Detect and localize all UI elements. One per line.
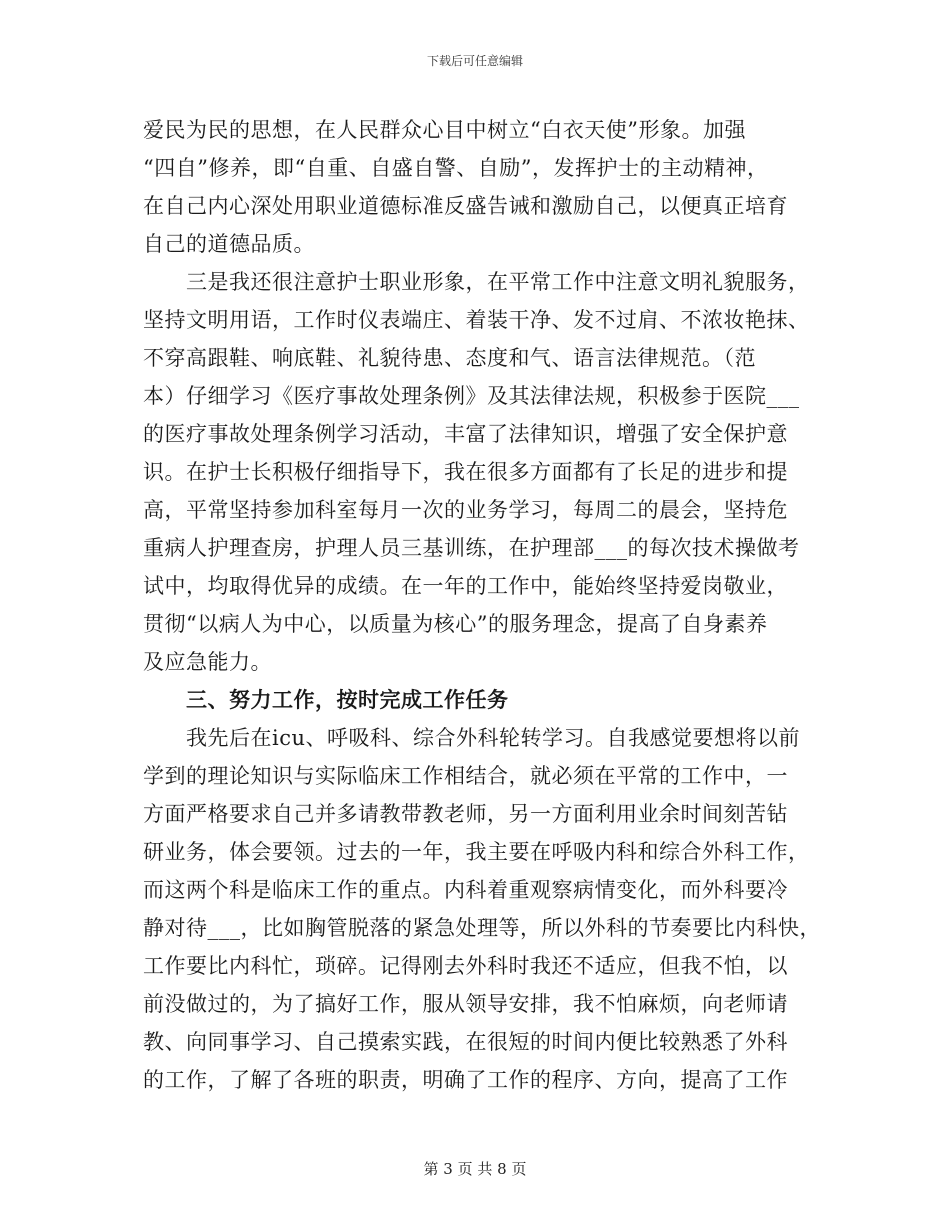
text-line: “四自”修养，即“自重、自盛自警、自励”，发挥护士的主动精神， — [143, 156, 769, 180]
text-line: 贯彻“以病人为中心，以质量为核心”的服务理念，提高了自身素养 — [143, 612, 768, 636]
text-line: 高，平常坚持参加科室每月一次的业务学习，每周二的晨会，坚持危 — [143, 498, 788, 522]
text-line: 的工作，了解了各班的职责，明确了工作的程序、方向，提高了工作 — [143, 1068, 788, 1092]
text-line: 不穿高跟鞋、响底鞋、礼貌待患、态度和气、语言法律规范。（范 — [143, 346, 756, 370]
page-footer: 第 3 页 共 8 页 — [423, 1160, 527, 1178]
page-header: 下载后可任意编辑 — [426, 54, 523, 68]
text-line: 前没做过的，为了搞好工作，服从领导安排，我不怕麻烦，向老师请 — [143, 992, 788, 1016]
text-line: 自己的道德品质。 — [143, 232, 315, 256]
text-line: 工作要比内科忙，琐碎。记得刚去外科时我还不适应，但我不怕，以 — [143, 954, 788, 978]
text-line: 教、向同事学习、自己摸索实践，在很短的时间内便比较熟悉了外科 — [143, 1030, 788, 1054]
text-line: 试中，均取得优异的成绩。在一年的工作中，能始终坚持爱岗敬业， — [143, 574, 788, 598]
text-line: 及应急能力。 — [143, 650, 272, 674]
text-line: 研业务，体会要领。过去的一年，我主要在呼吸内科和综合外科工作， — [143, 840, 810, 864]
text-line: 本）仔细学习《医疗事故处理条例》及其法律法规，积极参于医院___ — [143, 384, 800, 408]
text-line: 爱民为民的思想，在人民群众心目中树立“白衣天使”形象。加强 — [143, 118, 746, 142]
section-heading: 三、努力工作，按时完成工作任务 — [186, 687, 509, 712]
text-line: 而这两个科是临床工作的重点。内科着重观察病情变化，而外科要冷 — [143, 878, 788, 902]
text-line: 三是我还很注意护士职业形象，在平常工作中注意文明礼貌服务， — [186, 270, 810, 294]
text-line: 方面严格要求自己并多请教带教老师，另一方面利用业余时间刻苦钻 — [143, 802, 788, 826]
text-line: 的医疗事故处理条例学习活动，丰富了法律知识，增强了安全保护意 — [143, 422, 788, 446]
text-line: 重病人护理查房，护理人员三基训练，在护理部___的每次技术操做考 — [143, 536, 800, 560]
text-line: 坚持文明用语，工作时仪表端庄、着装干净、发不过肩、不浓妆艳抹、 — [143, 308, 810, 332]
text-line: 学到的理论知识与实际临床工作相结合，就必须在平常的工作中，一 — [143, 764, 788, 788]
text-line: 我先后在icu、呼吸科、综合外科轮转学习。自我感觉要想将以前 — [186, 726, 800, 750]
text-line: 在自己内心深处用职业道德标准反盛告诫和激励自己，以便真正培育 — [143, 194, 788, 218]
text-line: 识。在护士长积极仔细指导下，我在很多方面都有了长足的进步和提 — [143, 460, 788, 484]
text-line: 静对待___，比如胸管脱落的紧急处理等，所以外科的节奏要比内科快， — [143, 916, 821, 940]
